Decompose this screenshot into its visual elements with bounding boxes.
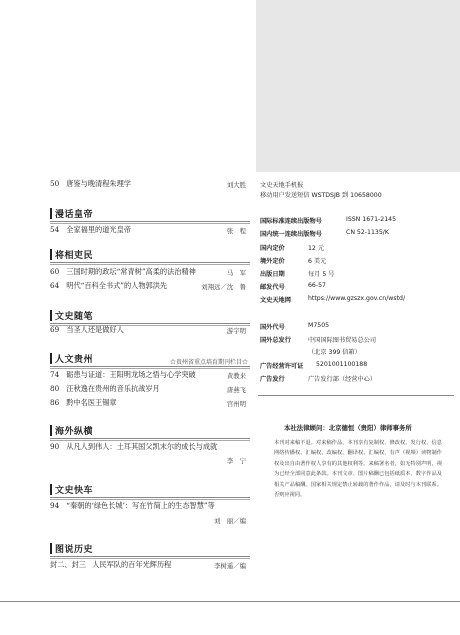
legal-notice: 本刊对来稿不退。对来稿作品，本刊享有复制权、修改权、发行权、信息网络传播权、汇编权、改编权、翻译权、汇编权，有声（视频）读物制作权及出自由著作权人享有的其他权利等。来稿署名者，如无特别声明，视为已经全部同意此条款。本刊文章、图片稿酬已包括纸质本、数字作品及相关产品稿酬。国家相关规定禁止转载的著作作品，请及时与本刊联系。否则应视同。: [274, 440, 442, 499]
toc-entry[interactable]: [50, 398, 117, 408]
section-rule: [50, 262, 250, 263]
entry-author: 马 军: [226, 269, 246, 277]
entry-title: 黔中名医王锡章: [66, 398, 117, 407]
foreign-dist-label: 国外总发行: [260, 337, 291, 344]
entry-title: 人民军队的百年光辉历程: [92, 560, 172, 569]
toc-entry[interactable]: [50, 384, 160, 394]
postal-code-label: 邮发代号: [260, 284, 285, 291]
entry-title: 当圣人还是做好人: [66, 325, 124, 334]
page-number: 60: [50, 267, 60, 276]
ad-license-label: 广告经营许可证: [260, 363, 304, 370]
section-title: 将相吏民: [55, 251, 94, 261]
page-number: 80: [50, 384, 60, 393]
section-header: [50, 483, 250, 496]
section-bar: [50, 425, 52, 436]
page-number: 50: [50, 179, 60, 188]
issn-value: ISSN 1671-2145: [346, 216, 397, 223]
entry-title: 砺患与证道：王阳明龙场之悟与心学突破: [66, 370, 196, 379]
gray-header-block: [256, 0, 460, 172]
toc-entry[interactable]: [50, 501, 215, 511]
entry-title: 全家福里的道光皇帝: [66, 225, 131, 234]
entry-author: 刘翔远／沈 鲁: [201, 283, 246, 291]
toc-entry[interactable]: [50, 442, 217, 452]
page-number: 74: [50, 370, 60, 379]
section-rule-thin: [50, 368, 250, 369]
mobile-sms: 移动用户发送短信 WSTDSJB 到 10658000: [260, 192, 382, 199]
ad-dist-value: 广告发行部（经营中心）: [308, 376, 377, 383]
section-rule: [50, 497, 250, 498]
section-rule-thin: [50, 440, 250, 441]
entry-author: 张 程: [226, 227, 246, 235]
section-rule-thin: [50, 558, 250, 559]
cn-value: CN 52-1135/K: [346, 229, 389, 236]
section-bar: [50, 249, 52, 260]
section-rule: [50, 556, 250, 557]
foreign-code-value: M7505: [308, 322, 330, 329]
section-rule: [50, 366, 250, 367]
ad-license-value: 5201001100188: [316, 361, 368, 368]
price-label: 国内定价: [260, 245, 285, 252]
section-rule-thin: [50, 499, 250, 500]
section-bar: [50, 484, 52, 495]
info-page: [256, 0, 460, 635]
foreign-dist-value: 中国国际图书贸易总公司: [308, 337, 377, 344]
page-number: 54: [50, 225, 60, 234]
legal-counsel-title: 本社法律顾问：北京德恒（贵阳）律师事务所: [284, 424, 412, 432]
page-number: 64: [50, 281, 60, 290]
mobile-paper: 文史天地手机报: [260, 182, 304, 189]
toc-entry[interactable]: [50, 325, 124, 335]
toc-entry[interactable]: [50, 281, 167, 291]
foreign-price-label: 境外定价: [260, 258, 285, 265]
entry-title: 唐鉴与晚清程朱理学: [66, 179, 131, 188]
foreign-price-value: 6 美元: [308, 258, 327, 265]
section-title: 文史快车: [55, 486, 94, 496]
entry-title: “秦朝的‘绿色长城’：写在竹简上的生态智慧”等: [66, 501, 215, 510]
section-bar: [50, 310, 52, 321]
entry-title: 从凡人到伟人：土耳其国父凯末尔的成长与成就: [66, 442, 218, 451]
section-title: 漫话皇帝: [55, 210, 94, 220]
entry-author: 官州明: [226, 400, 246, 408]
page-number: 94: [50, 501, 60, 510]
section-header: [50, 424, 250, 437]
section-title: 文史随笔: [55, 312, 94, 322]
divider: [258, 395, 454, 396]
section-bar: [50, 353, 52, 364]
page-number: 86: [50, 398, 60, 407]
section-title: 图说历史: [55, 545, 94, 555]
cn-label: 国内统一连续出版物号: [260, 231, 322, 238]
ad-dist-label: 广告发行: [260, 376, 285, 383]
entry-title: 汪秋逸在贵州的音乐抗战岁月: [66, 384, 160, 393]
section-header: [50, 248, 250, 261]
page-bottom-rule: [0, 601, 460, 602]
issn-label: 国际标准连续出版物号: [260, 218, 322, 225]
entry-author: 刘 丽／编: [214, 517, 246, 525]
entry-author: 游宇明: [226, 327, 246, 335]
toc-entry[interactable]: [50, 370, 196, 380]
website-label: 文史天地网: [260, 297, 291, 304]
section-bar: [50, 543, 52, 554]
website-link[interactable]: https://www.gzszx.gov.cn/wstd/: [308, 295, 406, 302]
entry-title: 明代“百科全书式”的人物郭洪先: [66, 281, 168, 290]
page-number: 封二、封三: [50, 560, 86, 569]
section-header: [50, 542, 250, 555]
column-note: ☆贵州省重点培育期刊栏目☆: [169, 359, 248, 366]
section-title: 人文贵州: [55, 355, 94, 365]
entry-author: 李 宁: [226, 457, 246, 465]
pub-date-label: 出版日期: [260, 271, 285, 278]
entry-title: 三国时期的政坛“常青树”高柔的法治精神: [66, 267, 196, 276]
toc-entry[interactable]: [50, 225, 131, 235]
page-number: 69: [50, 325, 60, 334]
toc-entry[interactable]: [50, 179, 131, 189]
section-rule: [50, 438, 250, 439]
entry-author: 黄教来: [226, 372, 246, 380]
page-number: 90: [50, 442, 60, 451]
entry-author: 唐燕飞: [226, 386, 246, 394]
entry-author: 李树遥／编: [214, 562, 246, 570]
section-title: 海外纵横: [55, 427, 94, 437]
section-rule-thin: [50, 223, 250, 224]
price-value: 12 元: [308, 245, 325, 252]
section-header: [50, 207, 250, 220]
section-header: [50, 309, 250, 322]
section-rule-thin: [50, 264, 250, 265]
section-rule: [50, 221, 250, 222]
section-bar: [50, 208, 52, 219]
pub-date-value: 每月 5 号: [308, 271, 335, 278]
entry-author: 刘大胜: [226, 181, 246, 189]
foreign-dist-address: （北京 399 信箱）: [308, 349, 361, 356]
foreign-code-label: 国外代号: [260, 324, 285, 331]
postal-code-value: 66-57: [308, 282, 326, 289]
section-rule: [50, 323, 250, 324]
toc-entry[interactable]: [50, 267, 196, 277]
toc-entry[interactable]: [50, 560, 171, 570]
